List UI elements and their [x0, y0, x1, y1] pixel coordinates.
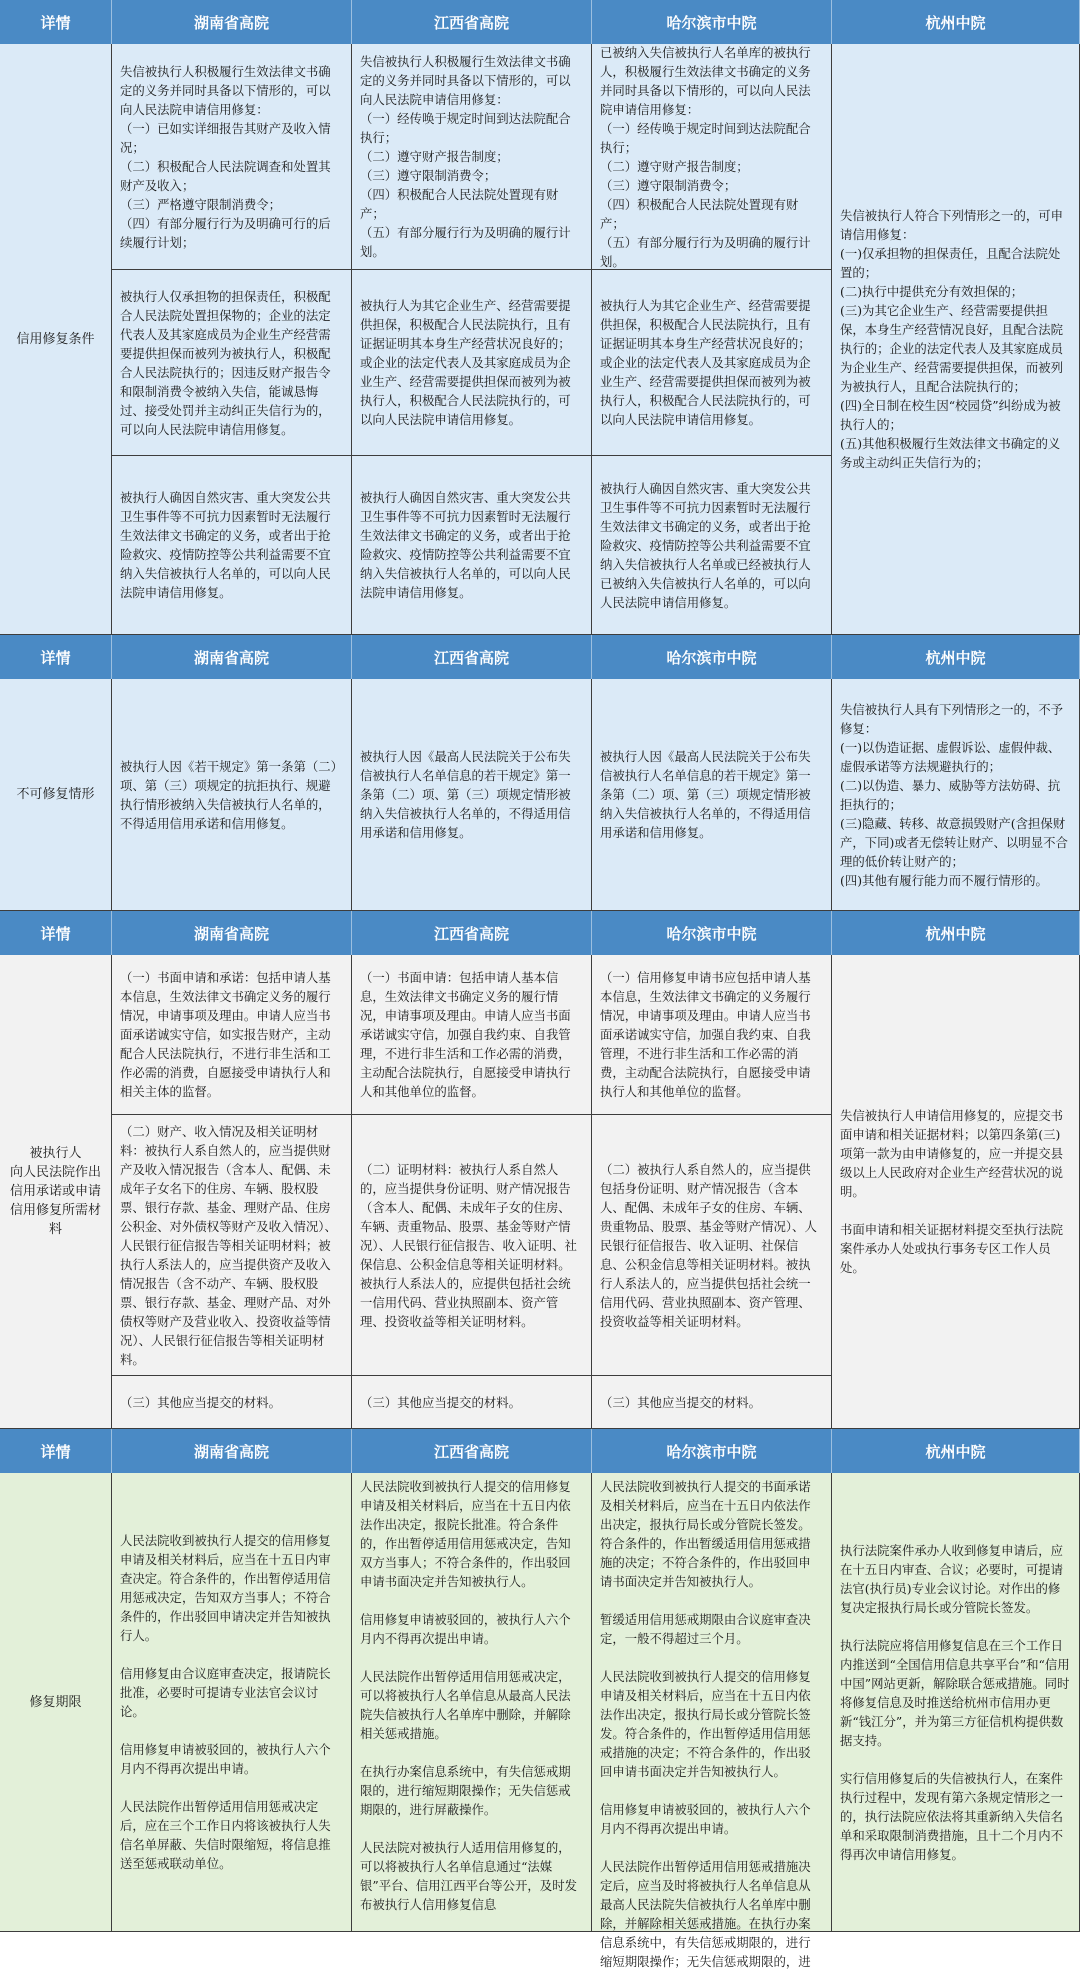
table-cell: 被执行人仅承担物的担保责任，积极配合人民法院处置担保物的；企业的法定代表人及其家庭成员为企业生产经营需要提供担保而被列为被执行人，积极配合人民法院执行的；因违反财产报告令和限制消费令被纳入失信，能诚恳悔过、接受处罚并主动纠正失信行为的，可以向人民法院申请信用修复。 — [112, 270, 352, 456]
row-label: 被执行人 向人民法院作出信用承诺或申请信用修复所需材料 — [0, 955, 112, 1429]
header-cell: 杭州中院 — [832, 1429, 1080, 1473]
row-label: 信用修复条件 — [0, 44, 112, 635]
header-cell: 哈尔滨市中院 — [592, 1429, 832, 1473]
table-cell: （一）书面申请：包括申请人基本信息，生效法律文书确定义务的履行情况，申请事项及理由。申请人应当书面承诺诚实守信，加强自我约束、自我管理，不进行非生活和工作必需的消费，主动配合法院执行，自愿接受申请执行人和其他单位的监督。 — [352, 955, 592, 1115]
header-cell: 湖南省高院 — [112, 1429, 352, 1473]
table-cell: 被执行人确因自然灾害、重大突发公共卫生事件等不可抗力因素暂时无法履行生效法律文书确定的义务，或者出于抢险救灾、疫情防控等公共利益需要不宜纳入失信被执行人名单或已经被执行人已被纳入失信被执行人名单的，可以向人民法院申请信用修复。 — [592, 456, 832, 635]
table-cell: 已被纳入失信被执行人名单库的被执行人，积极履行生效法律文书确定的义务并同时具备以下情形的，可以向人民法院申请信用修复： （一）经传唤于规定时间到达法院配合执行； （二）遵守财产报告制度； （三）遵守限制消费令； （四）积极配合人民法院处置现有财产； （五）有部分履行行为及明确的履行计划。 — [592, 44, 832, 270]
header-cell: 哈尔滨市中院 — [592, 911, 832, 955]
header-cell: 哈尔滨市中院 — [592, 635, 832, 679]
header-cell: 哈尔滨市中院 — [592, 0, 832, 44]
table-cell: 执行法院案件承办人收到修复申请后，应在十五日内审查、合议；必要时，可提请法官(执行员)专业会议讨论。对作出的修复决定报执行局长或分管院长签发。 执行法院应将信用修复信息在三个工作日内推送到“全国信用信息共享平台”和“信用中国”网站更新，解除联合惩戒措施。同时将修复信息及时推送给杭州市信用办更新“钱江分”，并为第三方征信机构提供数据支持。 实行信用修复后的失信被执行人，在案件执行过程中，发现有第六条规定情形之一的，执行法院应依法将其重新纳入失信名单和采取限制消费措施，且十二个月内不得再次申请信用修复。 — [832, 1473, 1080, 1932]
header-cell: 江西省高院 — [352, 0, 592, 44]
table-cell: （二）财产、收入情况及相关证明材料：被执行人系自然人的，应当提供财产及收入情况报告（含本人、配偶、未成年子女名下的住房、车辆、股权股票、银行存款、基金、理财产品、住房公积金、对外债权等财产及收入情况）、人民银行征信报告等相关证明材料；被执行人系法人的，应当提供资产及收入情况报告（含不动产、车辆、股权股票、银行存款、基金、理财产品、对外债权等财产及营业收入、投资收益等情况）、人民银行征信报告等相关证明材料。 — [112, 1115, 352, 1376]
section-conditions — [0, 0, 1080, 635]
header-cell: 详情 — [0, 0, 112, 44]
header-cell: 杭州中院 — [832, 0, 1080, 44]
table-cell: 被执行人因《最高人民法院关于公布失信被执行人名单信息的若干规定》第一条第（二）项、第（三）项规定情形被纳入失信被执行人名单的，不得适用信用承诺和信用修复。 — [352, 679, 592, 911]
table-cell: 人民法院收到被执行人提交的书面承诺及相关材料后，应当在十五日内依法作出决定，报执行局长或分管院长签发。符合条件的，作出暂缓适用信用惩戒措施的决定；不符合条件的，作出驳回申请书面决定并告知被执行人。 暂缓适用信用惩戒期限由合议庭审查决定，一般不得超过三个月。 人民法院收到被执行人提交的信用修复申请及相关材料后，应当在十五日内依法作出决定，报执行局长或分管院长签发。符合条件的，作出暂停适用信用惩戒措施的决定；不符合条件的，作出驳回申请书面决定并告知被执行人。 信用修复申请被驳回的，被执行人六个月内不得再次提出申请。 人民法院作出暂停适用信用惩戒措施决定后，应当及时将被执行人名单信息从最高人民法院失信被执行人名单库中删除，并解除相关惩戒措施。在执行办案信息系统中，有失信惩戒期限的，进行缩短期限操作；无失信惩戒期限的，进 — [592, 1473, 832, 1932]
row-label: 修复期限 — [0, 1473, 112, 1932]
table-cell: 失信被执行人具有下列情形之一的，不予修复： (一)以伪造证据、虚假诉讼、虚假仲裁、虚假承诺等方法规避执行的； (二)以伪造、暴力、威胁等方法妨碍、抗拒执行的； (三)隐藏、转移、故意损毁财产(含担保财产，下同)或者无偿转让财产、以明显不合理的低价转让财产的； (四)其他有履行能力而不履行情形的。 — [832, 679, 1080, 911]
table-cell: 被执行人确因自然灾害、重大突发公共卫生事件等不可抗力因素暂时无法履行生效法律文书确定的义务，或者出于抢险救灾、疫情防控等公共利益需要不宜纳入失信被执行人名单的，可以向人民法院申请信用修复。 — [352, 456, 592, 635]
header-row — [0, 911, 1080, 955]
section-nonrepair — [0, 635, 1080, 911]
header-cell: 详情 — [0, 635, 112, 679]
header-cell: 江西省高院 — [352, 635, 592, 679]
table-cell: 失信被执行人积极履行生效法律文书确定的义务并同时具备以下情形的，可以向人民法院申请信用修复： （一）经传唤于规定时间到达法院配合执行； （二）遵守财产报告制度； （三）遵守限制消费令； （四）积极配合人民法院处置现有财产； （五）有部分履行行为及明确的履行计划。 — [352, 44, 592, 270]
header-cell: 湖南省高院 — [112, 911, 352, 955]
table-cell: （一）信用修复申请书应包括申请人基本信息，生效法律文书确定的义务履行情况，申请事项及理由。申请人应当书面承诺诚实守信，加强自我约束、自我管理，不进行非生活和工作必需的消费，主动配合法院执行，自愿接受申请执行人和其他单位的监督。 — [592, 955, 832, 1115]
header-cell: 江西省高院 — [352, 911, 592, 955]
header-cell: 详情 — [0, 911, 112, 955]
table-cell: （三）其他应当提交的材料。 — [112, 1376, 352, 1429]
header-cell: 江西省高院 — [352, 1429, 592, 1473]
table-cell: 失信被执行人积极履行生效法律文书确定的义务并同时具备以下情形的，可以向人民法院申请信用修复： （一）已如实详细报告其财产及收入情况； （二）积极配合人民法院调查和处置其财产及收入； （三）严格遵守限制消费令； （四）有部分履行行为及明确可行的后续履行计划； — [112, 44, 352, 270]
table-cell: 被执行人因《最高人民法院关于公布失信被执行人名单信息的若干规定》第一条第（二）项、第（三）项规定情形被纳入失信被执行人名单的，不得适用信用承诺和信用修复。 — [592, 679, 832, 911]
table-cell: （一）书面申请和承诺：包括申请人基本信息，生效法律文书确定义务的履行情况，申请事项及理由。申请人应当书面承诺诚实守信，如实报告财产，主动配合人民法院执行，不进行非生活和工作必需的消费，自愿接受申请执行人和相关主体的监督。 — [112, 955, 352, 1115]
header-cell: 杭州中院 — [832, 635, 1080, 679]
table-cell: （二）证明材料：被执行人系自然人的，应当提供身份证明、财产情况报告（含本人、配偶、未成年子女的住房、车辆、责重物品、股票、基金等财产情况）、人民银行征信报告、收入证明、社保信息、公积金信息等相关证明材料。被执行人系法人的，应提供包括社会统一信用代码、营业执照副本、资产管理、投资收益等相关证明材料。 — [352, 1115, 592, 1376]
header-row — [0, 0, 1080, 44]
table-cell: 失信被执行人申请信用修复的，应提交书面申请和相关证据材料；以第四条第(三)项第一款为由申请修复的，应一并提交县级以上人民政府对企业生产经营状况的说明。 书面申请和相关证据材料提交至执行法院案件承办人处或执行事务专区工作人员处。 — [832, 955, 1080, 1429]
row-label: 不可修复情形 — [0, 679, 112, 911]
table-cell: （三）其他应当提交的材料。 — [352, 1376, 592, 1429]
header-cell: 杭州中院 — [832, 911, 1080, 955]
table-cell: 被执行人确因自然灾害、重大突发公共卫生事件等不可抗力因素暂时无法履行生效法律文书确定的义务，或者出于抢险救灾、疫情防控等公共利益需要不宜纳入失信被执行人名单的，可以向人民法院申请信用修复。 — [112, 456, 352, 635]
header-row — [0, 635, 1080, 679]
table-cell: 人民法院收到被执行人提交的信用修复申请及相关材料后，应当在十五日内依法作出决定，报院长批准。符合条件的，作出暂停适用信用惩戒决定，告知双方当事人；不符合条件的，作出驳回申请书面决定并告知被执行人。 信用修复申请被驳回的，被执行人六个月内不得再次提出申请。 人民法院作出暂停适用信用惩戒决定，可以将被执行人名单信息从最高人民法院失信被执行人名单库中删除，并解除相关惩戒措施。 在执行办案信息系统中，有失信惩戒期限的，进行缩短期限操作；无失信惩戒期限的，进行屏蔽操作。 人民法院对被执行人适用信用修复的，可以将被执行人名单信息通过“法媒银”平台、信用江西平台等公开，及时发布被执行人信用修复信息 — [352, 1473, 592, 1932]
section-timelimit — [0, 1429, 1080, 1969]
header-cell: 湖南省高院 — [112, 635, 352, 679]
table-cell: （三）其他应当提交的材料。 — [592, 1376, 832, 1429]
header-row — [0, 1429, 1080, 1473]
table-cell: 失信被执行人符合下列情形之一的，可申请信用修复： (一)仅承担物的担保责任，且配合法院处置的； (二)执行中提供充分有效担保的； (三)为其它企业生产、经营需要提供担保，本身生产经营情况良好，且配合法院执行的；企业的法定代表人及其家庭成员为企业生产、经营需要提供担保，而被列为被执行人，且配合法院执行的； (四)全日制在校生因“校园贷”纠纷成为被执行人的； (五)其他积极履行生效法律文书确定的义务或主动纠正失信行为的； — [832, 44, 1080, 635]
header-cell: 详情 — [0, 1429, 112, 1473]
section-materials — [0, 911, 1080, 1429]
table-cell: 人民法院收到被执行人提交的信用修复申请及相关材料后，应当在十五日内审查决定。符合条件的，作出暂停适用信用惩戒决定，告知双方当事人；不符合条件的，作出驳回申请决定并告知被执行人。 信用修复由合议庭审查决定，报请院长批准，必要时可提请专业法官会议讨论。 信用修复申请被驳回的，被执行人六个月内不得再次提出申请。 人民法院作出暂停适用信用惩戒决定后，应在三个工作日内将该被执行人失信名单屏蔽、失信时限缩短，将信息推送至惩戒联动单位。 — [112, 1473, 352, 1932]
table-cell: 被执行人为其它企业生产、经营需要提供担保，积极配合人民法院执行，且有证据证明其本身生产经营状况良好的；或企业的法定代表人及其家庭成员为企业生产、经营需要提供担保而被列为被执行人，积极配合人民法院执行的，可以向人民法院申请信用修复。 — [592, 270, 832, 456]
table-cell: 被执行人为其它企业生产、经营需要提供担保，积极配合人民法院执行，且有证据证明其本身生产经营状况良好的；或企业的法定代表人及其家庭成员为企业生产、经营需要提供担保而被列为被执行人，积极配合人民法院执行的，可以向人民法院申请信用修复。 — [352, 270, 592, 456]
table-cell: （二）被执行人系自然人的，应当提供包括身份证明、财产情况报告（含本人、配偶、未成年子女的住房、车辆、贵重物品、股票、基金等财产情况）、人民银行征信报告、收入证明、社保信息、公积金信息等相关证明材料。被执行人系法人的，应当提供包括社会统一信用代码、营业执照副本、资产管理、投资收益等相关证明材料。 — [592, 1115, 832, 1376]
header-cell: 湖南省高院 — [112, 0, 352, 44]
table-cell: 被执行人因《若干规定》第一条第（二）项、第（三）项规定的抗拒执行、规避执行情形被纳入失信被执行人名单的，不得适用信用承诺和信用修复。 — [112, 679, 352, 911]
